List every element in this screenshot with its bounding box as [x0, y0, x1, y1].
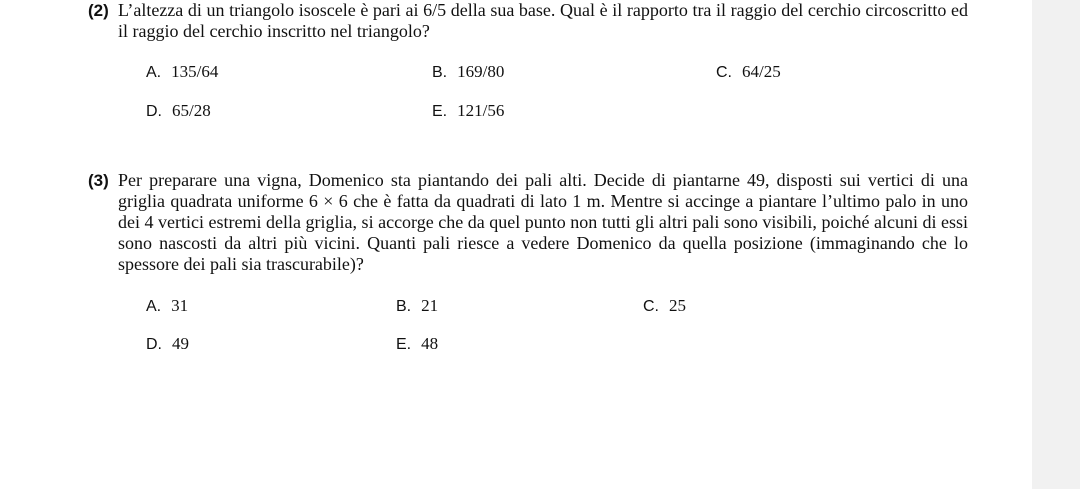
- choice-value: 65/28: [172, 101, 211, 120]
- choice-letter: E.: [396, 336, 412, 353]
- problem-2: [88, 0, 968, 42]
- choice-value: 25: [669, 296, 686, 315]
- problem-3-choice-c: [643, 296, 686, 316]
- choice-letter: D.: [146, 336, 162, 353]
- problem-2-choice-d: [146, 101, 211, 121]
- choice-letter: B.: [396, 298, 412, 315]
- choice-letter: D.: [146, 103, 162, 120]
- choice-letter: E.: [432, 103, 448, 120]
- problem-2-choice-a: [146, 62, 218, 82]
- problem-3-choice-a: [146, 296, 188, 316]
- problem-2-choice-c: [716, 62, 781, 82]
- choice-letter: C.: [716, 64, 732, 81]
- choice-value: 31: [171, 296, 189, 315]
- problem-3-text: Per preparare una vigna, Domenico sta piantando dei pali alti. Decide di piantarne 49, disposti sui vertici di una griglia quadrata uniforme 6 × 6 che è fatta da quadrati di lato 1 m. Mentre si accinge a piantare l’ultimo palo in uno dei 4 vertici estremi della griglia, si accorge che da quel punto non tutti gli altri pali sono visibili, poiché alcuni di essi sono nascosti da altri più vicini. Quanti pali riesce a vedere Domenico da quella posizione (immaginando che lo spessore dei pali sia trascurabile)?: [118, 170, 968, 274]
- problem-3-statement: [88, 170, 968, 275]
- choice-value: 135/64: [171, 62, 219, 81]
- choice-letter: A.: [146, 298, 162, 315]
- problem-2-statement: [88, 0, 968, 42]
- problem-2-text: L’altezza di un triangolo isoscele è pari ai 6/5 della sua base. Qual è il rapporto tra il raggio del cerchio circoscritto ed il raggio del cerchio inscritto nel triangolo?: [118, 0, 968, 41]
- problem-2-number: (2): [88, 1, 109, 20]
- choice-letter: A.: [146, 64, 162, 81]
- choice-value: 169/80: [457, 62, 505, 81]
- choice-value: 21: [421, 296, 439, 315]
- problem-2-choice-b: [432, 62, 504, 82]
- choice-value: 48: [421, 334, 439, 353]
- problem-3: [88, 170, 968, 275]
- choice-value: 121/56: [457, 101, 505, 120]
- problem-3-choice-d: [146, 334, 189, 354]
- problem-3-choice-e: [396, 334, 438, 354]
- problem-2-choice-e: [432, 101, 504, 121]
- problem-3-number: (3): [88, 171, 109, 190]
- problem-3-choice-b: [396, 296, 438, 316]
- choice-letter: B.: [432, 64, 448, 81]
- choice-value: 49: [172, 334, 189, 353]
- choice-value: 64/25: [742, 62, 781, 81]
- choice-letter: C.: [643, 298, 659, 315]
